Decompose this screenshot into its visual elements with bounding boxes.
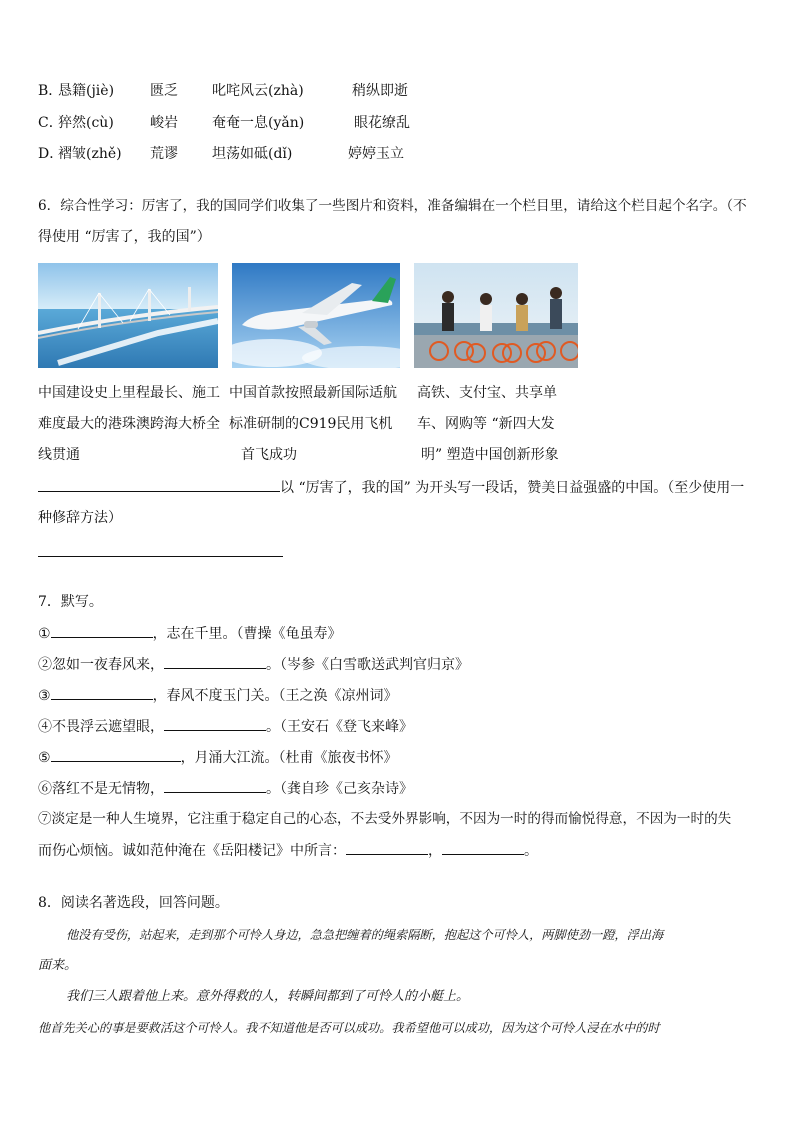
caption-airplane-line-1: 中国首款按照最新国际适航 [229,385,397,401]
recite-blank-2[interactable] [164,654,266,669]
recite-item-5: ⑤ ，月涌大江流。（杜甫《旅夜书怀》 [38,747,398,768]
recite-item-3: ③ ，春风不度玉门关。（王之涣《凉州词》 [38,685,398,706]
option-c-word-1: 猝然(cù) [58,115,114,131]
option-d-label: D． [38,146,64,162]
option-d-word-2: 荒谬 [150,146,178,162]
recite-blank-7b[interactable] [442,840,524,855]
option-b-word-1: 恳籍(jiè) [58,83,115,99]
option-b-label: B． [38,83,63,99]
option-b-word-3: 叱咤风云(zhà) [212,83,304,99]
caption-bikes-line-1: 高铁、支付宝、共享单 [417,385,557,401]
option-c-word-2: 峻岩 [150,115,178,131]
shared-bikes-photo [414,263,578,368]
question-6-task: 以 “厉害了，我的国” 为开头写一段话，赞美日益强盛的中国。（至少使用一 [38,477,744,498]
question-6-task-cont: 种修辞方法） [38,510,122,526]
caption-airplane-line-3: 首飞成功 [241,447,297,463]
recite-blank-6[interactable] [164,778,266,793]
excerpt-paragraph-1-cont: 面来。 [38,958,78,973]
caption-bikes-line-2: 车、网购等 “新四大发 [417,416,555,432]
question-6-text: 6．综合性学习：厉害了，我的国同学们收集了一些图片和资料，准备编辑在一个栏目里，请给这个栏目起个名字。（不 [38,198,747,214]
question-6-text-cont: 得使用 “厉害了，我的国”） [38,229,211,245]
option-b-word-2: 匮乏 [150,83,178,99]
answer-blank-paragraph[interactable] [38,542,283,557]
excerpt-paragraph-1: 他没有受伤，站起来，走到那个可怜人身边，急急把缠着的绳索隔断，抱起这个可怜人，两脚使劲一蹬，浮出海 [66,928,664,942]
caption-bridge-line-1: 中国建设史上里程最长、施工 [38,385,220,401]
question-6-answer-line [38,542,283,563]
recite-blank-1[interactable] [51,623,153,638]
option-c-word-3: 奄奄一息(yǎn) [212,115,305,131]
excerpt-paragraph-2: 我们三人跟着他上来。意外得救的人，转瞬间都到了可怜人的小艇上。 [66,989,470,1004]
caption-bikes-line-3: 明” 塑造中国创新形象 [421,447,559,463]
option-d-word-1: 褶皱(zhě) [58,146,122,162]
option-c-label: C． [38,115,63,131]
recite-item-6: ⑥落红不是无情物， 。（龚自珍《己亥杂诗》 [38,778,413,799]
recite-item-2: ②忽如一夜春风来， 。（岑参《白雪歌送武判官归京》 [38,654,469,675]
answer-blank-title[interactable] [38,477,280,492]
caption-bridge-line-3: 线贯通 [38,447,80,463]
option-c-word-4: 眼花缭乱 [354,115,410,131]
question-8-title: 8．阅读名著选段，回答问题。 [38,895,229,911]
option-d-word-3: 坦荡如砥(dǐ) [212,146,293,162]
recite-blank-3[interactable] [51,685,153,700]
c919-airplane-photo [232,263,400,368]
recite-blank-5[interactable] [51,747,181,762]
bridge-photo [38,263,218,368]
option-d-word-4: 婷婷玉立 [348,146,404,162]
recite-item-7: ⑦淡定是一种人生境界，它注重于稳定自己的心态，不去受外界影响，不因为一时的得而愉悦得意，不因为一时的失 [38,811,732,827]
recite-item-1: ① ，志在千里。（曹操《龟虽寿》 [38,623,342,644]
caption-airplane-line-2: 标准研制的C919民用飞机 [229,416,393,432]
recite-item-4: ④不畏浮云遮望眼， 。（王安石《登飞来峰》 [38,716,413,737]
recite-blank-7a[interactable] [346,840,428,855]
excerpt-paragraph-3: 他首先关心的事是要救活这个可怜人。我不知道他是否可以成功。我希望他可以成功，因为这个可怜人浸在水中的时 [38,1021,660,1035]
recite-item-7-cont: 而伤心烦恼。诚如范仲淹在《岳阳楼记》中所言： ， 。 [38,840,538,861]
recite-blank-4[interactable] [164,716,266,731]
option-b-word-4: 稍纵即逝 [352,83,408,99]
caption-bridge-line-2: 难度最大的港珠澳跨海大桥全 [38,416,220,432]
question-7-title: 7．默写。 [38,594,103,610]
